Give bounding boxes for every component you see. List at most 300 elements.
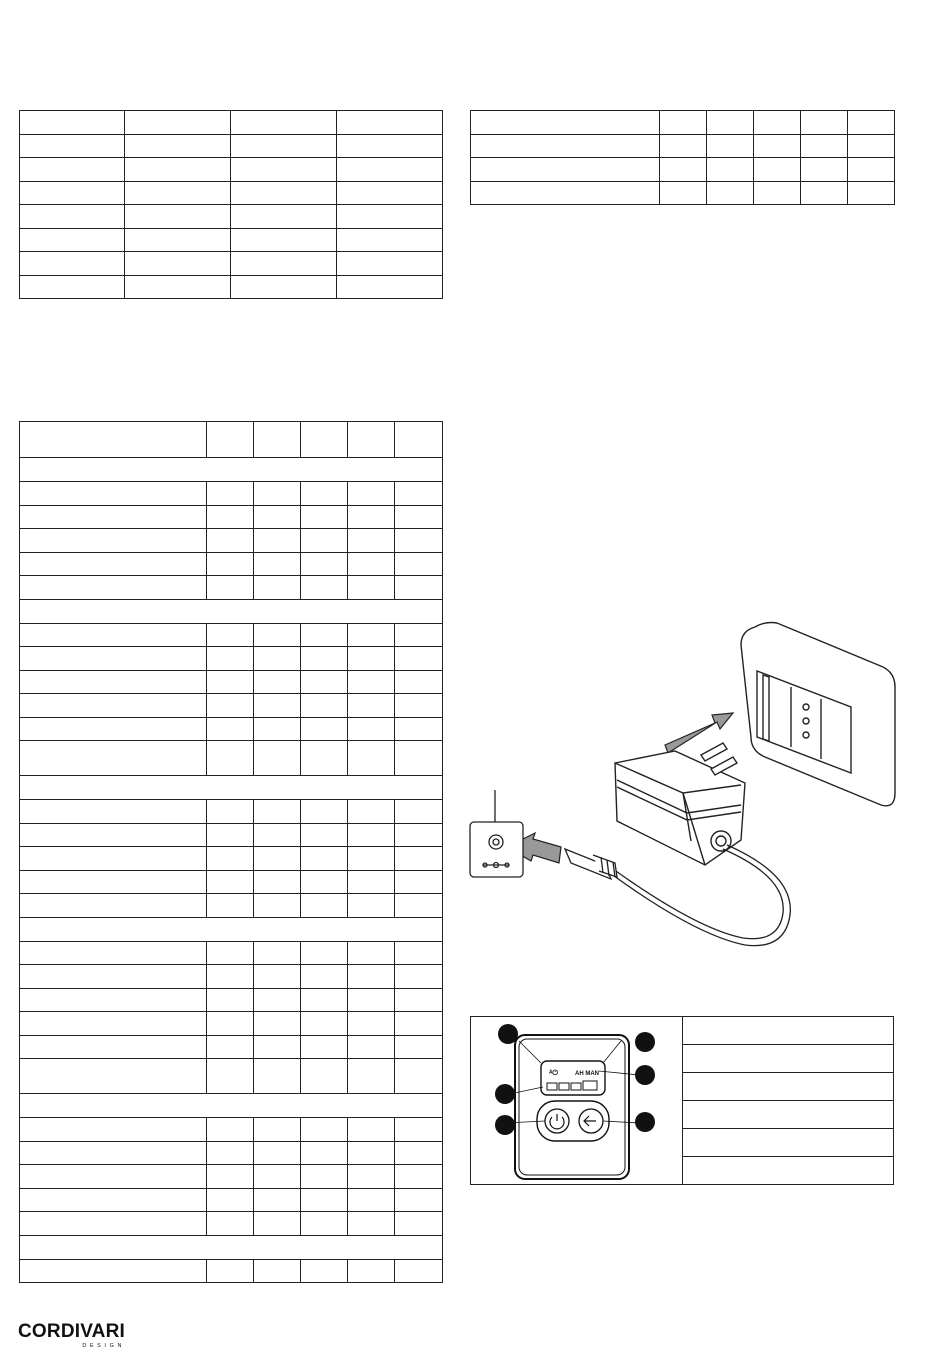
table-cell xyxy=(301,965,348,989)
table-cell xyxy=(301,741,348,776)
callout-5 xyxy=(495,1115,515,1135)
table-cell xyxy=(301,847,348,871)
table-row xyxy=(20,988,443,1012)
table-cell xyxy=(301,482,348,506)
table-cell xyxy=(395,965,443,989)
table-cell xyxy=(348,741,395,776)
table-row xyxy=(20,741,443,776)
adapter-cable xyxy=(565,845,790,946)
adapter-body xyxy=(615,743,745,865)
table-cell xyxy=(301,670,348,694)
table-row xyxy=(20,670,443,694)
table-cell xyxy=(20,134,125,158)
table-cell xyxy=(20,505,207,529)
table-cell xyxy=(20,228,125,252)
table-row xyxy=(20,1259,443,1283)
table-cell xyxy=(207,552,254,576)
table-row xyxy=(20,1059,443,1094)
table-cell xyxy=(207,847,254,871)
table-cell xyxy=(395,823,443,847)
table-cell xyxy=(254,552,301,576)
table-cell xyxy=(301,988,348,1012)
table-cell xyxy=(207,529,254,553)
table-cell xyxy=(395,647,443,671)
table-cell xyxy=(337,252,443,276)
table-cell xyxy=(20,647,207,671)
table-cell xyxy=(348,1259,395,1283)
table-cell xyxy=(395,847,443,871)
table-cell xyxy=(207,741,254,776)
table-row xyxy=(471,158,895,182)
table-cell xyxy=(231,228,337,252)
table-cell xyxy=(20,800,207,824)
table-cell xyxy=(207,576,254,600)
table-cell xyxy=(348,529,395,553)
table-cell xyxy=(20,894,207,918)
table-cell xyxy=(20,158,125,182)
table-cell xyxy=(301,1141,348,1165)
table-cell xyxy=(395,505,443,529)
table-cell xyxy=(660,134,707,158)
table-cell xyxy=(207,1118,254,1142)
control-panel-legend xyxy=(470,1016,894,1185)
table-cell xyxy=(20,422,207,458)
table-cell xyxy=(395,988,443,1012)
table-cell xyxy=(801,111,848,135)
table-cell xyxy=(254,694,301,718)
table-cell xyxy=(337,228,443,252)
section-cell xyxy=(20,458,443,482)
table-row xyxy=(471,134,895,158)
table-row xyxy=(20,529,443,553)
table-row xyxy=(20,1212,443,1236)
table-cell xyxy=(395,1118,443,1142)
table-cell xyxy=(125,228,231,252)
table-cell xyxy=(207,1012,254,1036)
table-cell xyxy=(254,1012,301,1036)
table-cell xyxy=(348,1165,395,1189)
table-cell xyxy=(395,422,443,458)
table-cell xyxy=(254,988,301,1012)
legend-row xyxy=(683,1157,894,1185)
callout-6 xyxy=(635,1112,655,1132)
table-cell xyxy=(337,205,443,229)
table-cell xyxy=(348,623,395,647)
table-cell xyxy=(231,158,337,182)
table-cell xyxy=(683,1101,894,1129)
table-cell xyxy=(254,1059,301,1094)
table-cell xyxy=(20,205,125,229)
table-cell xyxy=(254,1259,301,1283)
table-cell xyxy=(301,505,348,529)
table-cell xyxy=(207,482,254,506)
table-row xyxy=(20,647,443,671)
dc-jack-port xyxy=(470,790,523,877)
table-row xyxy=(20,800,443,824)
table-section-row xyxy=(20,917,443,941)
legend-row xyxy=(683,1073,894,1101)
table-main xyxy=(19,421,443,1283)
table-cell xyxy=(395,1141,443,1165)
table-cell xyxy=(301,1212,348,1236)
table-cell xyxy=(395,741,443,776)
legend-row xyxy=(683,1129,894,1157)
table-cell xyxy=(207,800,254,824)
table-cell xyxy=(301,1259,348,1283)
table-cell xyxy=(254,870,301,894)
table-cell xyxy=(301,1059,348,1094)
table-cell xyxy=(207,1141,254,1165)
table-row xyxy=(20,870,443,894)
svg-text:AH MAN: AH MAN xyxy=(575,1071,599,1077)
table-cell xyxy=(348,941,395,965)
table-cell xyxy=(395,1059,443,1094)
table-section-row xyxy=(20,776,443,800)
table-cell xyxy=(20,847,207,871)
table-cell xyxy=(254,741,301,776)
table-cell xyxy=(207,1035,254,1059)
table-header-row xyxy=(20,422,443,458)
table-cell xyxy=(301,623,348,647)
table-cell xyxy=(801,181,848,205)
table-cell xyxy=(395,482,443,506)
table-cell xyxy=(207,870,254,894)
table-row xyxy=(20,505,443,529)
table-cell xyxy=(254,576,301,600)
table-cell xyxy=(801,134,848,158)
table-row xyxy=(20,1035,443,1059)
table-row xyxy=(20,823,443,847)
table-cell xyxy=(20,181,125,205)
table-cell xyxy=(301,1118,348,1142)
table-cell xyxy=(348,800,395,824)
callout-3 xyxy=(495,1084,515,1104)
table-cell xyxy=(337,158,443,182)
table-cell xyxy=(348,847,395,871)
table-cell xyxy=(125,134,231,158)
table-cell xyxy=(125,252,231,276)
table-cell xyxy=(471,181,660,205)
table-section-row xyxy=(20,599,443,623)
table-cell xyxy=(20,529,207,553)
table-row xyxy=(20,252,443,276)
table-cell xyxy=(254,1188,301,1212)
table-cell xyxy=(348,647,395,671)
table-cell xyxy=(231,205,337,229)
table-cell xyxy=(125,181,231,205)
table-cell xyxy=(207,670,254,694)
table-row xyxy=(20,694,443,718)
table-cell xyxy=(125,275,231,299)
table-cell xyxy=(20,1165,207,1189)
table-cell xyxy=(20,823,207,847)
table-cell xyxy=(707,111,754,135)
table-cell xyxy=(471,134,660,158)
table-cell xyxy=(754,158,801,182)
table-cell xyxy=(395,529,443,553)
table-cell xyxy=(683,1073,894,1101)
callout-1 xyxy=(498,1024,518,1044)
table-cell xyxy=(20,717,207,741)
table-cell xyxy=(660,181,707,205)
brand-name: CORDIVARI xyxy=(18,1321,126,1342)
table-cell xyxy=(337,181,443,205)
table-cell xyxy=(348,694,395,718)
table-cell xyxy=(660,158,707,182)
section-cell xyxy=(20,917,443,941)
table-cell xyxy=(231,275,337,299)
table-row xyxy=(471,111,895,135)
table-row xyxy=(20,717,443,741)
table-cell xyxy=(301,422,348,458)
table-cell xyxy=(254,847,301,871)
table-cell xyxy=(707,181,754,205)
table-cell xyxy=(348,870,395,894)
brand-subtitle: DESIGN xyxy=(82,1343,126,1349)
table-cell xyxy=(395,1165,443,1189)
table-cell xyxy=(254,1165,301,1189)
table-cell xyxy=(683,1045,894,1073)
svg-text:ᴬ⏻: ᴬ⏻ xyxy=(549,1070,558,1077)
table-cell xyxy=(395,1259,443,1283)
table-cell xyxy=(231,134,337,158)
table-cell xyxy=(207,422,254,458)
table-cell xyxy=(254,1212,301,1236)
table-cell xyxy=(348,670,395,694)
table-cell xyxy=(301,941,348,965)
table-cell xyxy=(207,941,254,965)
table-cell xyxy=(395,894,443,918)
table-cell xyxy=(301,529,348,553)
table-cell xyxy=(254,647,301,671)
table-row xyxy=(20,623,443,647)
table-row xyxy=(20,1012,443,1036)
table-cell xyxy=(301,1165,348,1189)
table-cell xyxy=(254,623,301,647)
table-cell xyxy=(20,275,125,299)
table-row xyxy=(20,275,443,299)
table-row xyxy=(20,1165,443,1189)
table-cell xyxy=(231,111,337,135)
table-cell xyxy=(20,576,207,600)
table-cell xyxy=(20,552,207,576)
table-cell xyxy=(301,694,348,718)
table-cell xyxy=(301,552,348,576)
table-cell xyxy=(301,1188,348,1212)
callout-4 xyxy=(635,1065,655,1085)
table-cell xyxy=(20,1188,207,1212)
table-row xyxy=(20,111,443,135)
table-cell xyxy=(683,1129,894,1157)
table-cell xyxy=(20,623,207,647)
legend-table xyxy=(682,1016,894,1185)
control-panel-diagram xyxy=(471,1017,683,1184)
table-section-row xyxy=(20,458,443,482)
table-cell xyxy=(125,158,231,182)
table-row xyxy=(20,134,443,158)
table-cell xyxy=(20,1259,207,1283)
legend-row xyxy=(683,1017,894,1045)
table-cell xyxy=(231,252,337,276)
table-cell xyxy=(20,741,207,776)
table-row xyxy=(20,1188,443,1212)
table-cell xyxy=(254,800,301,824)
table-row xyxy=(20,847,443,871)
table-cell xyxy=(395,870,443,894)
table-cell xyxy=(348,965,395,989)
table-cell xyxy=(395,694,443,718)
table-cell xyxy=(754,134,801,158)
table-cell xyxy=(254,941,301,965)
table-section-row xyxy=(20,1235,443,1259)
table-cell xyxy=(207,1188,254,1212)
table-cell xyxy=(348,576,395,600)
table-cell xyxy=(254,1141,301,1165)
table-cell xyxy=(395,941,443,965)
table-cell xyxy=(348,1188,395,1212)
table-cell xyxy=(301,1012,348,1036)
table-cell xyxy=(207,623,254,647)
table-cell xyxy=(20,1141,207,1165)
table-row xyxy=(20,181,443,205)
table-cell xyxy=(254,505,301,529)
table-cell xyxy=(395,1012,443,1036)
table-row xyxy=(20,1118,443,1142)
table-cell xyxy=(20,1212,207,1236)
table-cell xyxy=(207,1259,254,1283)
table-cell xyxy=(207,965,254,989)
table-cell xyxy=(395,1188,443,1212)
table-cell xyxy=(683,1157,894,1185)
table-cell xyxy=(848,158,895,182)
table-cell xyxy=(20,965,207,989)
table-cell xyxy=(125,111,231,135)
table-row xyxy=(20,965,443,989)
table-cell xyxy=(20,1118,207,1142)
legend-row xyxy=(683,1045,894,1073)
table-cell xyxy=(337,134,443,158)
table-cell xyxy=(207,505,254,529)
table-cell xyxy=(301,1035,348,1059)
table-cell xyxy=(20,1035,207,1059)
table-row xyxy=(20,552,443,576)
wall-socket xyxy=(741,623,895,806)
table-cell xyxy=(20,988,207,1012)
power-adapter-illustration xyxy=(465,615,945,955)
table-cell xyxy=(20,941,207,965)
table-cell xyxy=(254,894,301,918)
table-cell xyxy=(348,1035,395,1059)
table-cell xyxy=(395,623,443,647)
section-cell xyxy=(20,1094,443,1118)
table-cell xyxy=(683,1017,894,1045)
table-cell xyxy=(20,482,207,506)
table-cell xyxy=(254,823,301,847)
table-cell xyxy=(348,1118,395,1142)
table-cell xyxy=(348,1212,395,1236)
section-cell xyxy=(20,1235,443,1259)
table-cell xyxy=(395,552,443,576)
table-cell xyxy=(395,800,443,824)
table-cell xyxy=(301,870,348,894)
table-top-left xyxy=(19,110,443,299)
table-cell xyxy=(207,823,254,847)
table-cell xyxy=(254,717,301,741)
table-cell xyxy=(254,482,301,506)
table-row xyxy=(20,576,443,600)
table-cell xyxy=(337,275,443,299)
table-cell xyxy=(20,252,125,276)
table-cell xyxy=(348,1141,395,1165)
table-section-row xyxy=(20,1094,443,1118)
table-cell xyxy=(254,965,301,989)
table-cell xyxy=(707,158,754,182)
table-row xyxy=(20,941,443,965)
table-cell xyxy=(348,482,395,506)
table-cell xyxy=(20,694,207,718)
table-cell xyxy=(395,670,443,694)
table-cell xyxy=(125,205,231,229)
table-cell xyxy=(348,422,395,458)
table-cell xyxy=(301,894,348,918)
section-cell xyxy=(20,599,443,623)
table-cell xyxy=(348,1012,395,1036)
table-cell xyxy=(301,576,348,600)
table-row xyxy=(471,181,895,205)
table-cell xyxy=(254,1118,301,1142)
table-cell xyxy=(395,1212,443,1236)
table-cell xyxy=(207,717,254,741)
table-cell xyxy=(848,181,895,205)
table-cell xyxy=(231,181,337,205)
table-cell xyxy=(337,111,443,135)
table-cell xyxy=(20,1012,207,1036)
table-row xyxy=(20,228,443,252)
table-cell xyxy=(801,158,848,182)
table-cell xyxy=(254,1035,301,1059)
table-cell xyxy=(348,552,395,576)
table-cell xyxy=(301,717,348,741)
table-cell xyxy=(207,1212,254,1236)
brand-logo xyxy=(18,1322,125,1349)
table-cell xyxy=(348,988,395,1012)
table-cell xyxy=(207,647,254,671)
callout-2 xyxy=(635,1032,655,1052)
table-cell xyxy=(348,505,395,529)
table-cell xyxy=(848,134,895,158)
table-cell xyxy=(754,111,801,135)
table-cell xyxy=(471,111,660,135)
table-cell xyxy=(254,529,301,553)
table-row xyxy=(20,158,443,182)
table-row xyxy=(20,894,443,918)
table-cell xyxy=(395,717,443,741)
table-cell xyxy=(754,181,801,205)
table-cell xyxy=(20,670,207,694)
table-top-right xyxy=(470,110,895,205)
section-cell xyxy=(20,776,443,800)
table-cell xyxy=(471,158,660,182)
table-cell xyxy=(20,1059,207,1094)
table-row xyxy=(20,482,443,506)
table-cell xyxy=(301,647,348,671)
table-cell xyxy=(848,111,895,135)
table-cell xyxy=(20,111,125,135)
table-cell xyxy=(207,1059,254,1094)
table-cell xyxy=(348,823,395,847)
table-cell xyxy=(660,111,707,135)
table-cell xyxy=(254,422,301,458)
